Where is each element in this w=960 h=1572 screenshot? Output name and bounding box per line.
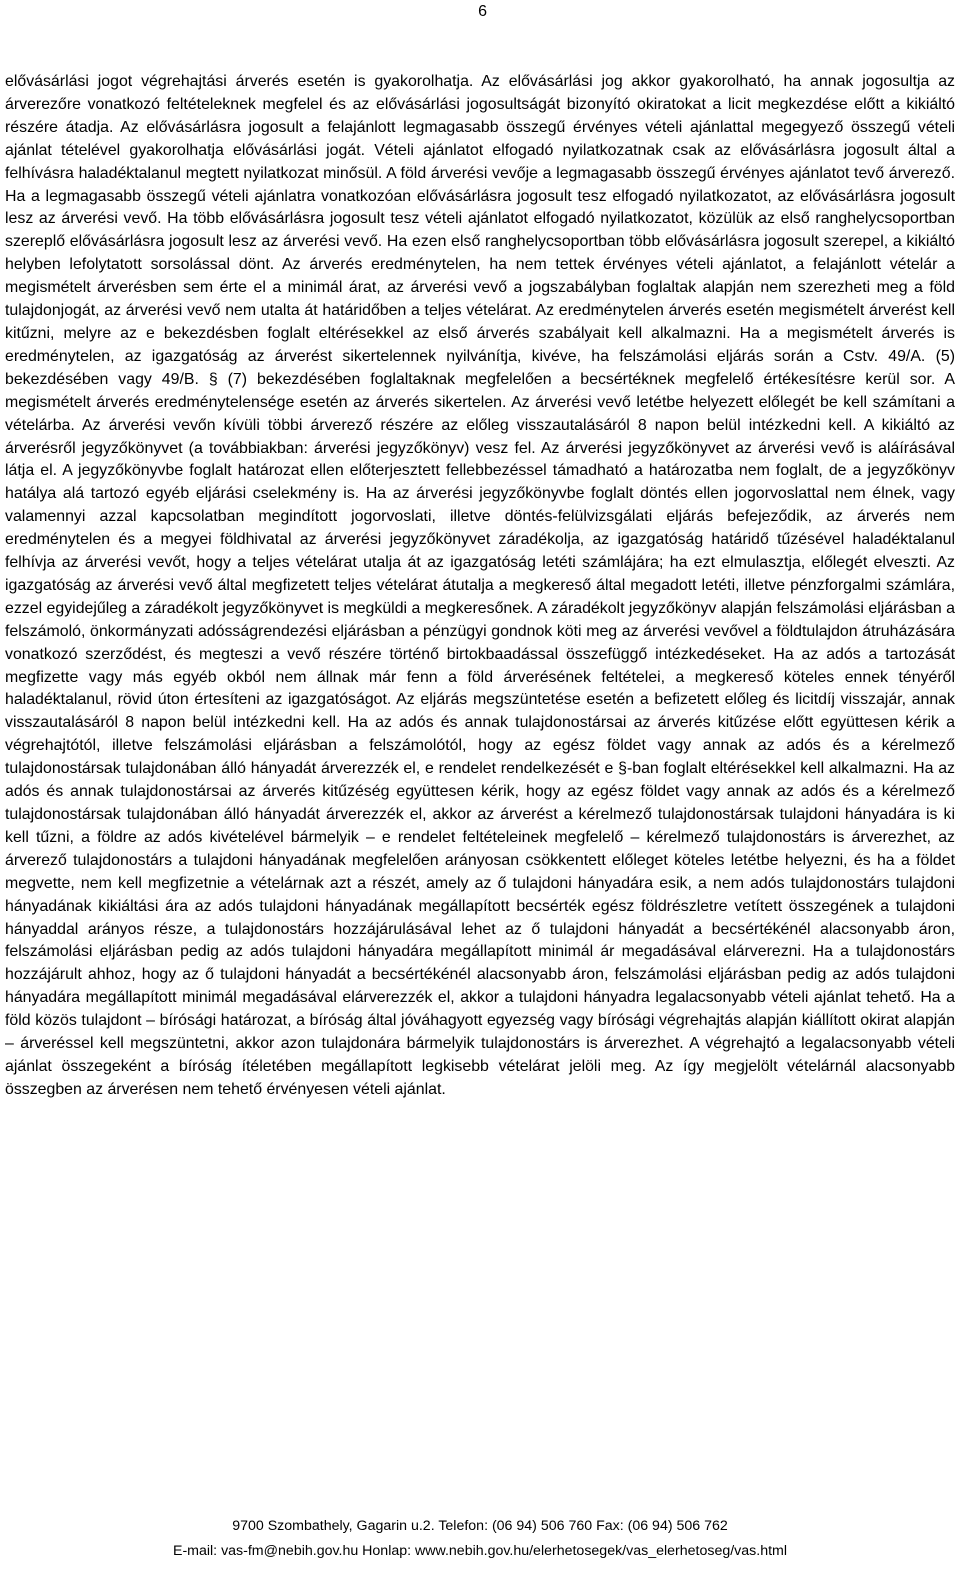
footer-address-line: 9700 Szombathely, Gagarin u.2. Telefon: (06 94) 506 760 Fax: (06 94) 506 762 (232, 1518, 728, 1534)
page-number: 6 (478, 3, 487, 20)
footer-contact-line: E-mail: vas-fm@nebih.gov.hu Honlap: www.nebih.gov.hu/elerhetosegek/vas_elerhetoseg/vas.html (172, 1543, 787, 1559)
body-text: elővásárlási jogot végrehajtási árverés esetén is gyakorolhatja. Az elővásárlási jog akkor gyakorolható, ha annak jogosultja az árverezőre vonatkozó feltételeknek megfelel és az elővásárlási jogosultságát bizonyító okiratokat a licit megkezdése előtt a kikiáltó részére átadja. Az elővásárlásra jogosult a felajánlott legmagasabb összegű érvényes vételi ajánlattal megegyező összegű vételi ajánlat tételével gyakorolhatja elővásárlási jogát. Vételi ajánlatot elfogadó nyilatkozatnak csak az elővásárlásra jogosult által a felhívásra haladéktalanul megtett nyilatkozat minősül. A föld árverési vevője a legmagasabb összegű érvényes ajánlatot tevő árverező. Ha a legmagasabb összegű vételi ajánlatra vonatkozóan elővásárlásra jogosult tesz elfogadó nyilatkozatot, az elővásárlásra jogosult lesz az árverési vevő. Ha több elővásárlásra jogosult tesz vételi ajánlatot elfogadó nyilatkozatot, közülük az első ranghelycsoportban szereplő elővásárlásra jogosult lesz az árverési vevő. Ha ezen első ranghelycsoportban több elővásárlásra jogosult szerepel, a kikiáltó helyben lefolytatott sorsolással dönt. Az árverés eredménytelen, ha nem tettek érvényes vételi ajánlatot, a felajánlott vételár a megismételt árverésben sem érte el a minimál árat, az árverési vevő a jogszabályban foglaltak alapján nem szerezheti meg a föld tulajdonjogát, az árverési vevő nem utalta át határidőben a teljes vételárat. Az eredménytelen árverés esetén megismételt árverést kell kitűzni, melyre az e bekezdésben foglalt eltérésekkel az első árverés szabályait kell alkalmazni. Ha a megismételt árverés is eredménytelen, az igazgatóság az árverést sikertelennek nyilvánítja, kivéve, ha felszámolási eljárás során a Cstv. 49/A. (5) bekezdésében vagy 49/B. § (7) bekezdésében foglaltaknak megfelelően a becsértéknek megfelelő értékesítésre kerül sor. A megismételt árverés eredménytelensége esetén az árverés sikertelen. Az árverési vevő letétbe helyezett előlegét be kell számítani a vételárba. Az árverési vevőn kívüli többi árverező részére az előleg visszautalásáról 8 napon belül intézkedni kell. A kikiáltó az árverésről jegyzőkönyvet (a továbbiakban: árverési jegyzőkönyv) vesz fel. Az árverési jegyzőkönyvet az árverési vevő is aláírásával látja el. A jegyzőkönyvbe foglalt határozat ellen előterjesztett fellebbezéssel támadható a határozatba nem foglalt, de a jegyzőkönyv hatálya alá tartozó egyéb eljárási cselekmény is. Ha az árverési jegyzőkönyvbe foglalt döntés ellen jogorvoslattal nem élnek, vagy valamennyi azzal kapcsolatban megindított jogorvoslati, illetve döntés-felülvizsgálati eljárás befejeződik, az árverés nem eredménytelen és a megyei földhivatal az árverési jegyzőkönyvet záradékolja, az igazgatóság határidő tűzésével haladéktalanul felhívja az árverési vevőt, hogy a teljes vételárat utalja át az igazgatóság letéti számlájára; ha ezt elmulasztja, előlegét elveszti. Az igazgatóság az árverési vevő által megfizetett teljes vételárat átutalja a megkereső által megadott letéti, illetve pénzforgalmi számlára, ezzel egyidejűleg a záradékolt jegyzőkönyvet is megküldi a megkeresőnek. A záradékolt jegyzőkönyv alapján felszámolási eljárásban a felszámoló, önkormányzati adósságrendezési eljárásban a pénzügyi gondnok köti meg az árverési vevővel a földtulajdon átruházására vonatkozó szerződést, és megteszi a vevő részére történő birtokbaadással összefüggő intézkedéseket. Ha az adós a tartozását megfizette vagy más egyéb okból nem állnak már fenn a föld árverésének feltételei, a megkereső köteles ennek tényéről haladéktalanul, rövid úton értesíteni az igazgatóságot. Az eljárás megszüntetése esetén a befizetett előleg és licitdíj visszajár, annak visszautalásáról 8 napon belül intézkedni kell. Ha az adós és annak tulajdonostársai az árverés kitűzése előtt együttesen kérik a végrehajtótól, illetve felszámolási eljárásban a felszámolótól, hogy az egész földet vagy annak az adós és a kérelmező tulajdonostársak tulajdonában álló hányadát árverezzék el, e rendelet rendelkezését e §-ban foglalt eltérésekkel kell alkalmazni. Ha az adós és annak tulajdonostársai az árverés kitűzéség együttesen kérik, hogy az egész földet vagy annak az adós és a kérelmező tulajdonostársak tulajdonában álló hányadát árverezzék el, akkor az árverést a kérelmező tulajdonostársak tulajdoni hányadára is ki kell tűzni, a földre az adós kivételével bármelyik – e rendelet feltételeinek megfelelő – kérelmező tulajdonostárs is árverezhet, az árverező tulajdonostárs a tulajdoni hányadának megfelelően arányosan csökkentett előleget köteles letétbe helyezni, és ha a földet megvette, nem kell megfizetnie a vételárnak azt a részét, amely az ő tulajdoni hányadára esik, a nem adós tulajdonostárs tulajdoni hányadának kikiáltási ára az adós tulajdoni hányadának megállapított becsérték egész földrészletre vetített összegének a tulajdoni hányaddal arányos része, a tulajdonostárs hozzájárulásával lehet az ő tulajdoni hányadát a becsértékénél alacsonyabb áron, felszámolási eljárásban pedig az adós tulajdoni hányadára megállapított minimál ár megadásával elárverezni. Ha a tulajdonostárs hozzájárult ahhoz, hogy az ő tulajdoni hányadát a becsértékénél alacsonyabb áron, felszámolási eljárásban pedig az adós tulajdoni hányadára megállapított minimál megadásával elárverezzék el, akkor a tulajdoni hányadra legalacsonyabb vételi ajánlat tehető. Ha a föld közös tulajdont – bírósági határozat, a bíróság által jóváhagyott egyezség vagy bírósági végrehajtás alapján kiállított okirat alapján – árveréssel kell megszüntetni, akkor azon tulajdonára bármelyik tulajdonostárs is árverezhet. A végrehajtó a legalacsonyabb vételi ajánlat összegeként a bíróság ítéletében megállapított legkisebb vételárat jelöli meg. Az így megjelölt vételárnál alacsonyabb összegben az árverésen nem tehető érvényesen vételi ajánlat. (5, 73, 955, 1098)
